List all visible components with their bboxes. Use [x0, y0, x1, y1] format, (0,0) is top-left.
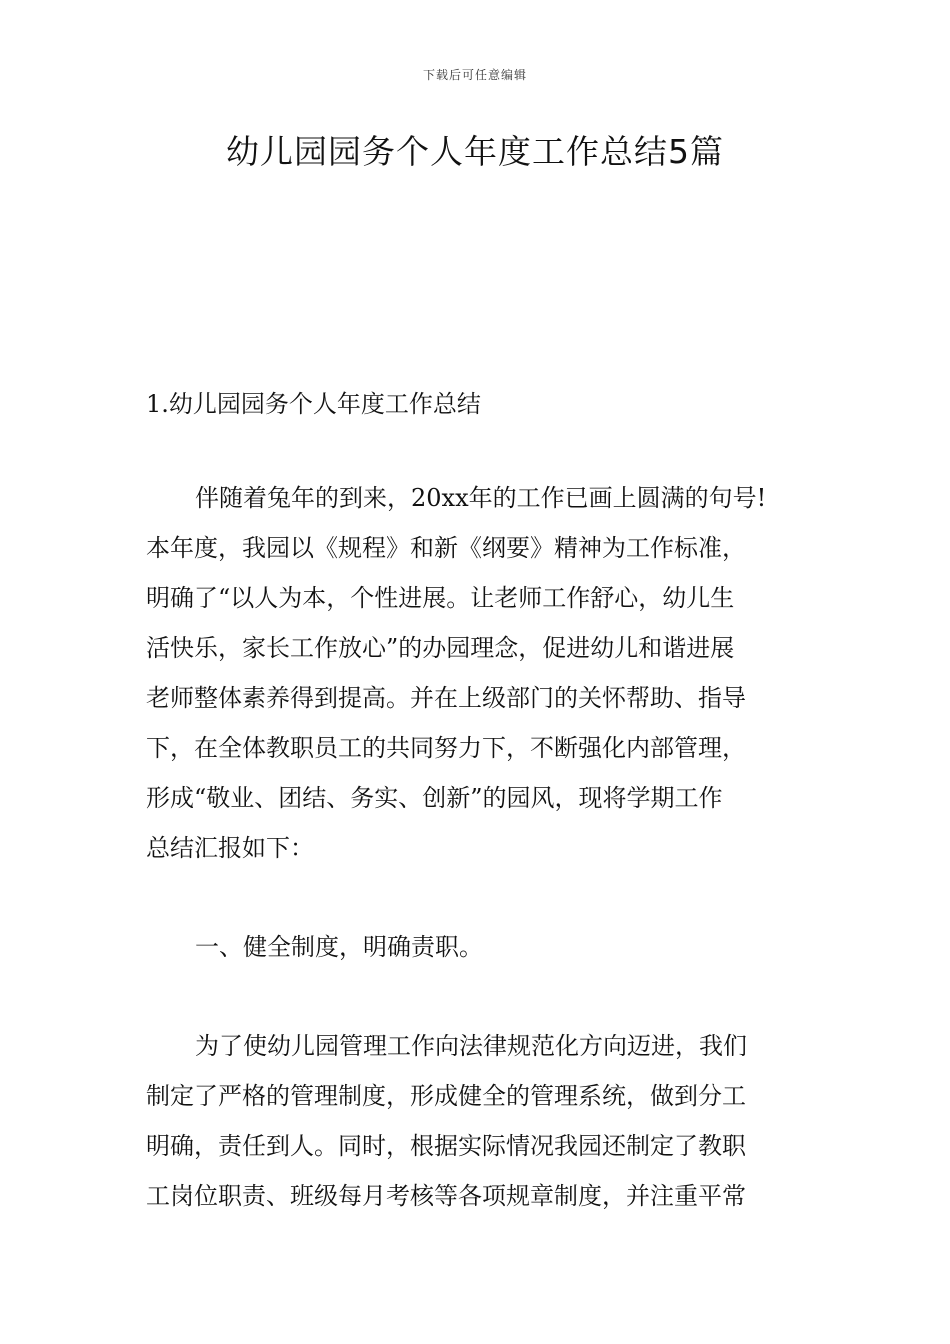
paragraph-line: 明确了“以人为本，个性进展。让老师工作舒心，幼儿生: [146, 584, 735, 612]
paragraph-line: 本年度，我园以《规程》和新《纲要》精神为工作标准，: [146, 534, 746, 562]
subheading-1: 一、健全制度，明确责职。: [195, 933, 483, 961]
paragraph-line: 活快乐，家长工作放心”的办园理念，促进幼儿和谐进展: [146, 634, 735, 662]
paragraph-line: 为了使幼儿园管理工作向法律规范化方向迈进，我们: [195, 1032, 747, 1060]
header-note: 下载后可任意编辑: [422, 68, 527, 82]
paragraph-line: 明确，责任到人。同时，根据实际情况我园还制定了教职: [146, 1132, 746, 1160]
paragraph-line: 总结汇报如下：: [146, 834, 314, 862]
document-title: 幼儿园园务个人年度工作总结5篇: [226, 132, 724, 171]
section-heading: 1.幼儿园园务个人年度工作总结: [146, 390, 481, 418]
paragraph-line: 形成“敬业、团结、务实、创新”的园风，现将学期工作: [146, 784, 723, 812]
paragraph-line: 下，在全体教职员工的共同努力下，不断强化内部管理，: [146, 734, 746, 762]
paragraph-line: 工岗位职责、班级每月考核等各项规章制度，并注重平常: [146, 1182, 746, 1210]
paragraph-line: 制定了严格的管理制度，形成健全的管理系统，做到分工: [146, 1082, 746, 1110]
paragraph-line: 伴随着兔年的到来，20xx年的工作已画上圆满的句号!: [195, 484, 767, 512]
paragraph-line: 老师整体素养得到提高。并在上级部门的关怀帮助、指导: [146, 684, 746, 712]
